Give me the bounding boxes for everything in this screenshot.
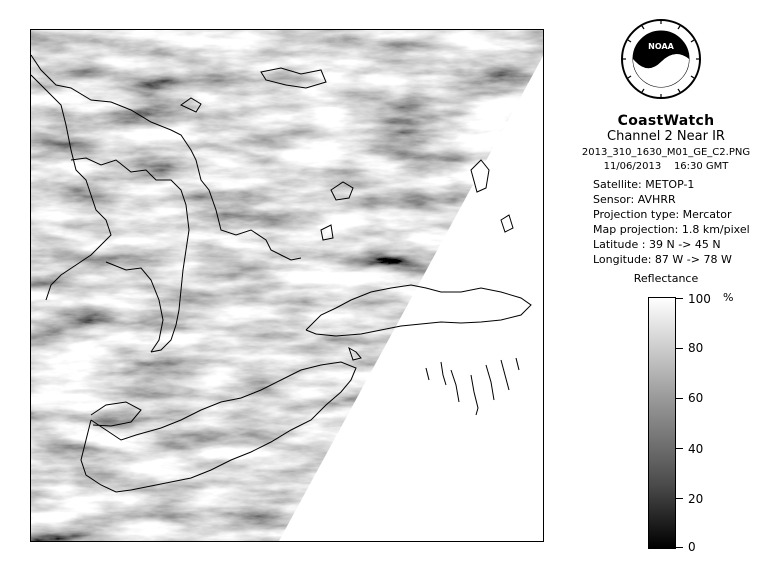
colorbar-tick bbox=[676, 298, 683, 299]
colorbar-tick-label: 20 bbox=[688, 492, 704, 506]
colorbar-tick bbox=[676, 398, 683, 399]
colorbar-title: Reflectance bbox=[633, 272, 699, 285]
colorbar-tick bbox=[676, 348, 683, 349]
datetime-label bbox=[566, 160, 766, 173]
filename-label: 2013_310_1630_M01_GE_C2.PNG bbox=[581, 147, 751, 158]
projection-type-label: Projection type: Mercator bbox=[593, 208, 732, 221]
colorbar-tick-label: 80 bbox=[688, 341, 704, 355]
colorbar-tick-label: 0 bbox=[688, 540, 696, 554]
noaa-logo-icon bbox=[620, 18, 702, 100]
brand-title: CoastWatch bbox=[617, 113, 715, 129]
time-label: 16:30 GMT bbox=[673, 161, 729, 172]
sensor-label: Sensor: AVHRR bbox=[593, 193, 676, 206]
date-label: 11/06/2013 bbox=[603, 161, 662, 172]
colorbar-tick-label: 40 bbox=[688, 442, 704, 456]
colorbar-tick-label: 60 bbox=[688, 391, 704, 405]
colorbar-unit: % bbox=[723, 291, 734, 304]
colorbar-tick bbox=[676, 498, 683, 499]
map-canvas bbox=[31, 30, 543, 541]
reflectance-colorbar bbox=[648, 297, 676, 549]
latitude-label: Latitude : 39 N -> 45 N bbox=[593, 238, 721, 251]
satellite-label: Satellite: METOP-1 bbox=[593, 178, 695, 191]
cloud-imagery bbox=[31, 30, 543, 541]
colorbar-tick-label: 100 bbox=[688, 292, 711, 306]
colorbar-tick bbox=[676, 547, 683, 548]
logo-text: NOAA bbox=[648, 42, 674, 51]
colorbar-tick bbox=[676, 448, 683, 449]
map-projection-label: Map projection: 1.8 km/pixel bbox=[593, 223, 750, 236]
channel-title: Channel 2 Near IR bbox=[607, 129, 725, 144]
longitude-label: Longitude: 87 W -> 78 W bbox=[593, 253, 732, 266]
satellite-image-map bbox=[30, 29, 544, 542]
